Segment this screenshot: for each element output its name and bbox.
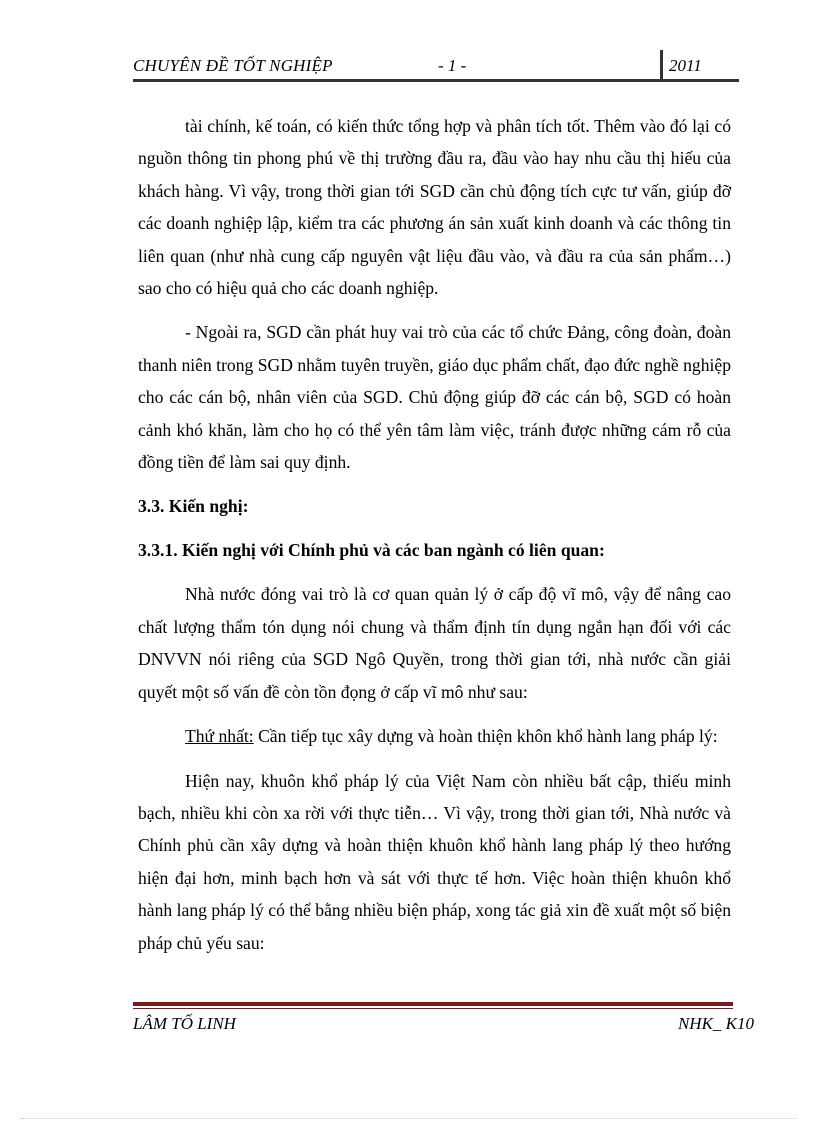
paragraph-4 (138, 720, 731, 752)
header-divider (660, 50, 663, 82)
footer-class-code: NHK_ K10 (677, 1014, 754, 1033)
footer-author: LÂM TỐ LINH (133, 1014, 236, 1033)
header-rule (133, 79, 739, 82)
subsection-heading-3-3-1: 3.3.1. Kiến nghị với Chính phủ và các ban ngành có liên quan: (138, 540, 605, 561)
header-year: 2011 (669, 56, 702, 75)
paragraph-2: - Ngoài ra, SGD cần phát huy vai trò của các tổ chức Đảng, công đoàn, đoàn thanh niên trong SGD nhằm tuyên truyền, giáo dục phẩm chất, đạo đức nghề nghiệp cho các cán bộ, nhân viên của SGD. Chủ động giúp đỡ các cán bộ, SGD có hoàn cảnh khó khăn, làm cho họ có thể yên tâm làm việc, tránh được những cám rỗ của đồng tiền để làm sai quy định. (138, 322, 731, 473)
paragraph-1: tài chính, kế toán, có kiến thức tổng hợp và phân tích tốt. Thêm vào đó lại có nguồn thông tin phong phú về thị trường đầu ra, đầu vào hay nhu cầu thị hiếu của khách hàng. Vì vậy, trong thời gian tới SGD cần chủ động tích cực tư vấn, giúp đỡ các doanh nghiệp lập, kiểm tra các phương án sản xuất kinh doanh và các thông tin liên quan (như nhà cung cấp nguyên vật liệu đầu vào, và đầu ra của sản phẩm…) sao cho có hiệu quả cho các doanh nghiệp. (138, 116, 731, 299)
paragraph-5: Hiện nay, khuôn khổ pháp lý của Việt Nam còn nhiều bất cập, thiếu minh bạch, nhiều khi còn xa rời với thực tiễn… Vì vậy, trong thời gian tới, Nhà nước và Chính phủ cần xây dựng và hoàn thiện khuôn khổ hành lang pháp lý theo hướng hiện đại hơn, minh bạch hơn và sát với thực tế hơn. Việc hoàn thiện khuôn khổ hành lang pháp lý có thể bằng nhiều biện pháp, xong tác giả xin đề xuất một số biện pháp chủ yếu sau: (138, 770, 731, 953)
paragraph-3: Nhà nước đóng vai trò là cơ quan quản lý ở cấp độ vĩ mô, vậy để nâng cao chất lượng thẩm tón dụng nói chung và thẩm định tín dụng ngắn hạn đối với các DNVVN nói riêng của SGD Ngô Quyền, trong thời gian tới, nhà nước cần giải quyết một số vấn đề còn tồn đọng ở cấp vĩ mô như sau: (138, 584, 731, 702)
document-body (138, 110, 731, 959)
header-title: CHUYÊN ĐỀ TỐT NGHIỆP (133, 56, 333, 75)
page-header (133, 50, 739, 82)
footer-rule-thin (133, 1008, 733, 1009)
first-point-text: Cần tiếp tục xây dựng và hoàn thiện khôn khổ hành lang pháp lý: (253, 726, 718, 747)
header-page-number: - 1 - (438, 56, 467, 75)
first-point-label: Thứ nhất: (185, 726, 254, 747)
footer-rule-thick (133, 1002, 733, 1006)
section-heading-3-3: 3.3. Kiến nghị: (138, 496, 249, 517)
page-bottom-edge (20, 1118, 796, 1119)
